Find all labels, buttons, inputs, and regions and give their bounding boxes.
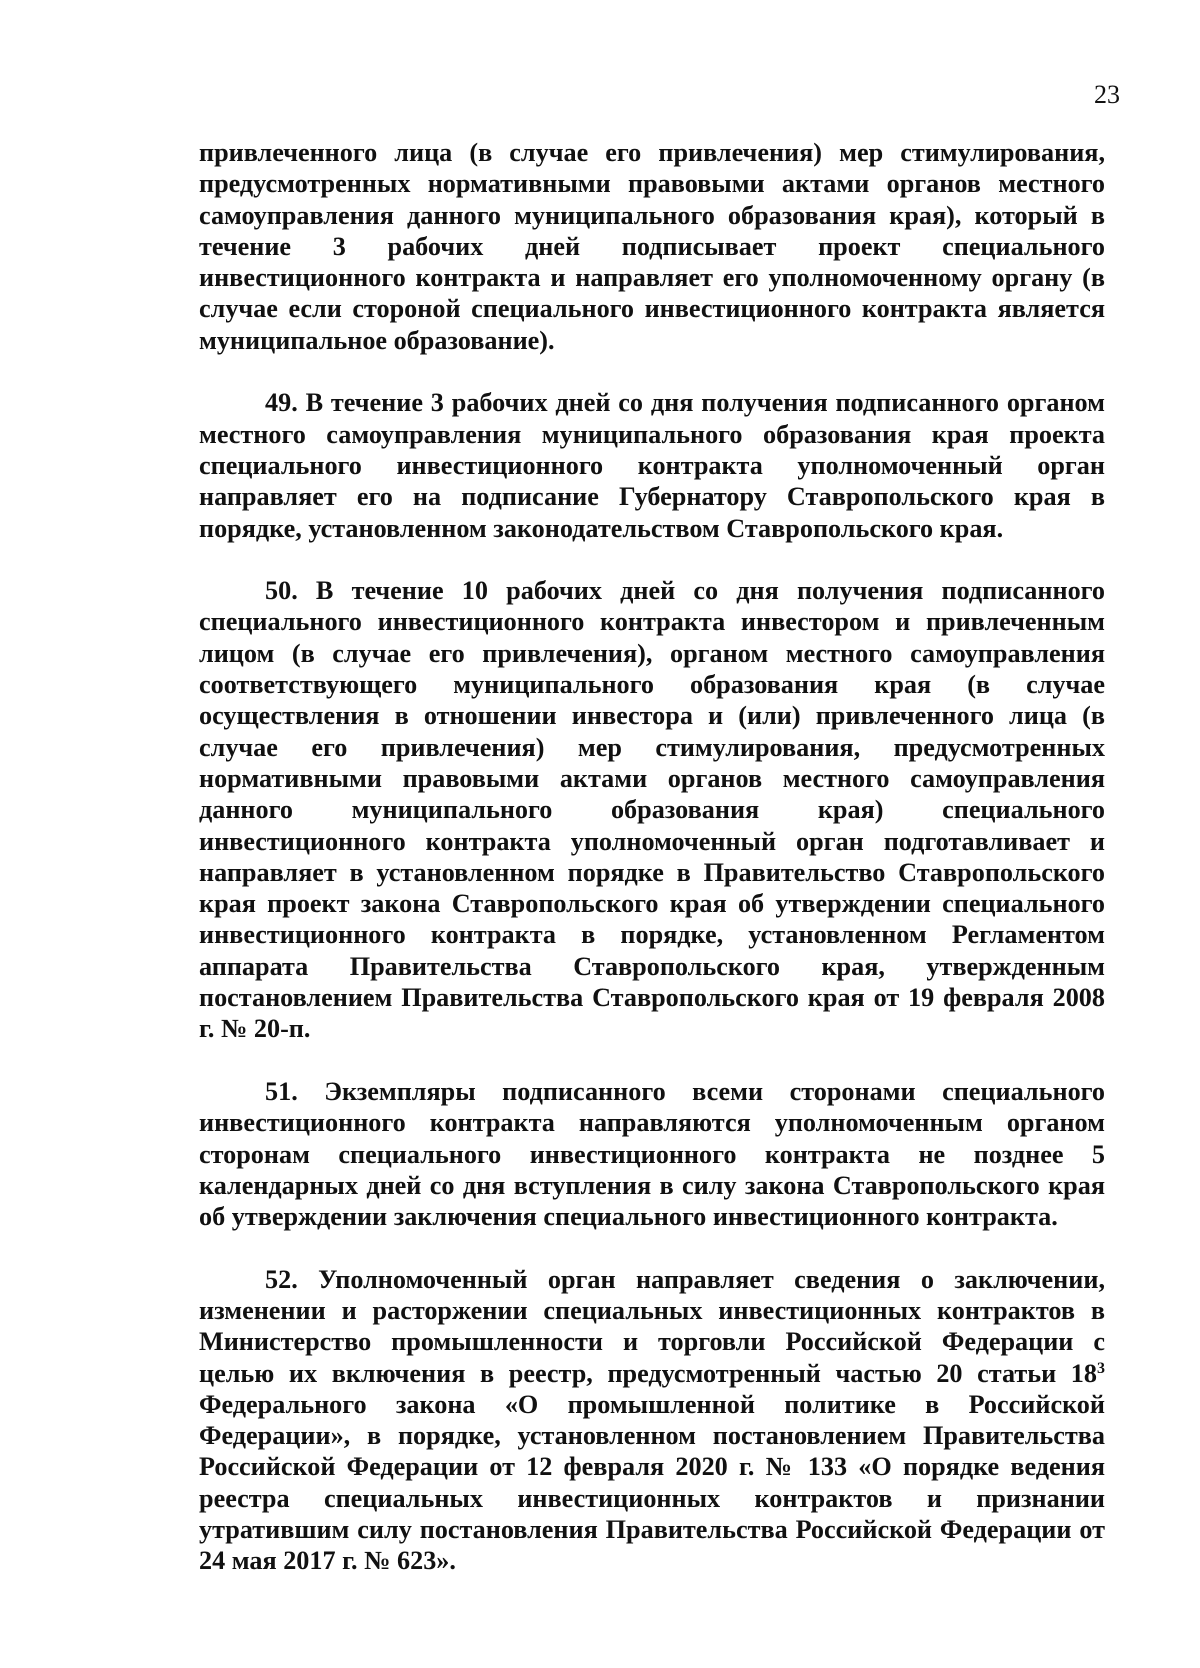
page-number: 23	[1094, 80, 1120, 109]
article-superscript: 3	[1097, 1359, 1105, 1377]
document-body	[199, 137, 1105, 1608]
paragraph-continuation: привлеченного лица (в случае его привлечения) мер стимулирования, предусмотренных нормативными правовыми актами органов местного самоуправления данного муниципального образования края), который в течение 3 рабочих дней подписывает проект специального инвестиционного контракта и направляет его уполномоченному органу (в случае если стороной специального инвестиционного контракта является муниципальное образование).	[199, 138, 1105, 355]
paragraph-52	[199, 1264, 1105, 1577]
paragraph-50: 50. В течение 10 рабочих дней со дня получения подписанного специального инвестиционного контракта инвестором и привлеченным лицом (в случае его привлечения), органом местного самоуправления соответствующего муниципального образования края (в случае осуществления в отношении инвестора и (или) привлеченного лица (в случае его привлечения) мер стимулирования, предусмотренных нормативными правовыми актами органов местного самоуправления данного муниципального образования края) специального инвестиционного контракта уполномоченный орган подготавливает и направляет в установленном порядке в Правительство Ставропольского края проект закона Ставропольского края об утверждении специального инвестиционного контракта в порядке, установленном Регламентом аппарата Правительства Ставропольского края, утвержденным постановлением Правительства Ставропольского края от 19 февраля 2008 г. № 20-п.	[199, 576, 1105, 1044]
paragraph-52-text-part1: 52. Уполномоченный орган направляет сведения о заключении, изменении и расторжении специальных инвестиционных контрактов в Министерство промышленности и торговли Российской Федерации с целью их включения в реестр, предусмотренный частью 20 статьи 18	[199, 1264, 1105, 1388]
paragraph-51: 51. Экземпляры подписанного всеми сторонами специального инвестиционного контракта направляются уполномоченным органом сторонам специального инвестиционного контракта не позднее 5 календарных дней со дня вступления в силу закона Ставропольского края об утверждении заключения специального инвестиционного контракта.	[199, 1076, 1105, 1232]
paragraph-52-text-part2: Федерального закона «О промышленной политике в Российской Федерации», в порядке, установленном постановлением Правительства Российской Федерации от 12 февраля 2020 г. № 133 «О порядке ведения реестра специальных инвестиционных контрактов и признании утратившим силу постановления Правительства Российской Федерации от 24 мая 2017 г. № 623».	[199, 1389, 1105, 1576]
paragraph-49: 49. В течение 3 рабочих дней со дня получения подписанного органом местного самоуправления муниципального образования края проекта специального инвестиционного контракта уполномоченный орган направляет его на подписание Губернатору Ставропольского края в порядке, установленном законодательством Ставропольского края.	[199, 388, 1105, 543]
